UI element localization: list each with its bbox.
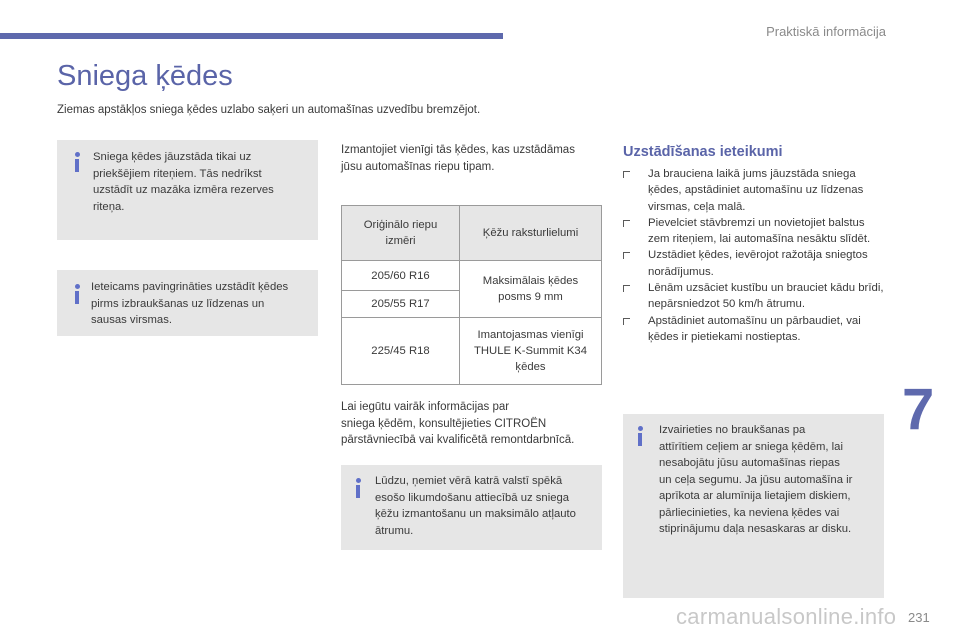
section-title: Praktiskā informācija bbox=[766, 24, 886, 39]
tip-item bbox=[623, 247, 885, 280]
bullet-icon bbox=[623, 252, 630, 259]
tips-heading: Uzstādīšanas ieteikumi bbox=[623, 144, 783, 160]
tip-item bbox=[623, 313, 885, 346]
info-note-front-wheels bbox=[57, 140, 318, 240]
note-line: un ceļa segumu. Ja jūsu automašīna ir bbox=[659, 473, 853, 486]
note-line: esošo likumdošanu attiecībā uz sniega bbox=[375, 491, 570, 504]
text-line: jūsu automašīnas riepu tipam. bbox=[341, 160, 495, 173]
note-line: Ieteicams pavingrināties uzstādīt ķēdes bbox=[91, 281, 289, 293]
intro-text: Ziemas apstākļos sniega ķēdes uzlabo saķeri un automašīnas uzvedību bremzējot. bbox=[57, 104, 481, 116]
note-line: stiprinājumu daļa nesaskaras ar disku. bbox=[659, 523, 852, 535]
table-header-chain-spec: Ķēžu raksturlielumi bbox=[460, 206, 602, 261]
info-note-legislation bbox=[341, 465, 602, 550]
note-line: priekšējiem riteņiem. Tās nedrīkst bbox=[93, 167, 262, 180]
info-note-cleared-roads bbox=[623, 414, 884, 598]
text-line: pārstāvniecībā vai kvalificētā remontdarbnīcā. bbox=[341, 434, 575, 446]
bullet-icon bbox=[623, 220, 630, 227]
table-cell-spec: Imantojasmas vienīgi THULE K-Summit K34 ķēdes bbox=[460, 318, 602, 385]
tip-item bbox=[623, 215, 885, 248]
note-line: pārliecinieties, ka neviena ķēdes vai bbox=[659, 506, 840, 519]
tip-text: Lēnām uzsāciet kustību un brauciet kādu brīdi, nepārsniedzot 50 km/h ātrumu. bbox=[648, 282, 884, 311]
header-accent-bar bbox=[0, 33, 503, 39]
note-line: ātrumu. bbox=[375, 524, 414, 537]
note-line: Izvairieties no braukšanas pa bbox=[659, 424, 806, 436]
info-icon bbox=[73, 152, 81, 172]
info-icon bbox=[73, 284, 81, 304]
info-note-practice bbox=[57, 270, 318, 336]
table-cell-size: 205/55 R17 bbox=[342, 291, 460, 318]
page-title: Sniega ķēdes bbox=[57, 60, 233, 92]
chains-usage-text bbox=[341, 142, 575, 175]
note-line: nesabojātu jūsu automašīnas riepas bbox=[659, 457, 840, 469]
tip-text: Apstādiniet automašīnu un pārbaudiet, vai ķēdes ir pietiekami nostieptas. bbox=[648, 314, 861, 343]
tip-text: Pievelciet stāvbremzi un novietojiet balstus zem riteņiem, lai automašīna nesāktu slīdēt. bbox=[648, 216, 871, 246]
bullet-icon bbox=[623, 285, 630, 292]
note-line: sausas virsmas. bbox=[91, 314, 172, 326]
text-line: Lai iegūtu vairāk informācijas par bbox=[341, 401, 510, 413]
note-line: pirms izbraukšanas uz līdzenas un bbox=[91, 297, 265, 310]
table-cell-size: 225/45 R18 bbox=[342, 318, 460, 385]
note-line: Sniega ķēdes jāuzstāda tikai uz bbox=[93, 151, 252, 163]
tips-list bbox=[623, 166, 885, 345]
tip-text: Uzstādiet ķēdes, ievērojot ražotāja sniegtos norādījumus. bbox=[648, 249, 868, 278]
info-icon bbox=[354, 478, 362, 498]
table-cell-spec: Maksimālais ķēdes posms 9 mm bbox=[460, 261, 602, 318]
watermark: carmanualsonline.info bbox=[676, 604, 897, 629]
tip-text: Ja brauciena laikā jums jāuzstāda sniega ķēdes, apstādiniet automašīnu uz līdzenas virsmas, ceļa malā. bbox=[648, 168, 864, 213]
tip-item bbox=[623, 280, 885, 313]
table-cell-size: 205/60 R16 bbox=[342, 261, 460, 291]
page-number: 231 bbox=[908, 610, 930, 625]
text-line: Izmantojiet vienīgi tās ķēdes, kas uzstādāmas bbox=[341, 144, 575, 156]
note-line: aprīkota ar alumīnija lietajiem diskiem, bbox=[659, 490, 851, 502]
note-line: attīrītiem ceļiem ar sniega ķēdēm, lai bbox=[659, 440, 843, 453]
note-line: Lūdzu, ņemiet vērā katrā valstī spēkā bbox=[375, 475, 563, 487]
chapter-number: 7 bbox=[902, 377, 935, 442]
tip-item bbox=[623, 166, 885, 215]
table-header-tire-size: Oriģinālo riepu izmēri bbox=[342, 206, 460, 261]
info-icon bbox=[636, 426, 644, 446]
more-info-text bbox=[341, 399, 574, 449]
note-line: ķēžu izmantošanu un maksimālo atļauto bbox=[375, 508, 576, 520]
bullet-icon bbox=[623, 171, 630, 178]
bullet-icon bbox=[623, 318, 630, 325]
text-line: sniega ķēdēm, konsultējieties CITROËN bbox=[341, 417, 547, 430]
note-line: uzstādīt uz mazāka izmēra rezerves bbox=[93, 184, 274, 196]
note-line: riteņa. bbox=[93, 200, 125, 213]
tire-chain-table bbox=[341, 205, 602, 385]
